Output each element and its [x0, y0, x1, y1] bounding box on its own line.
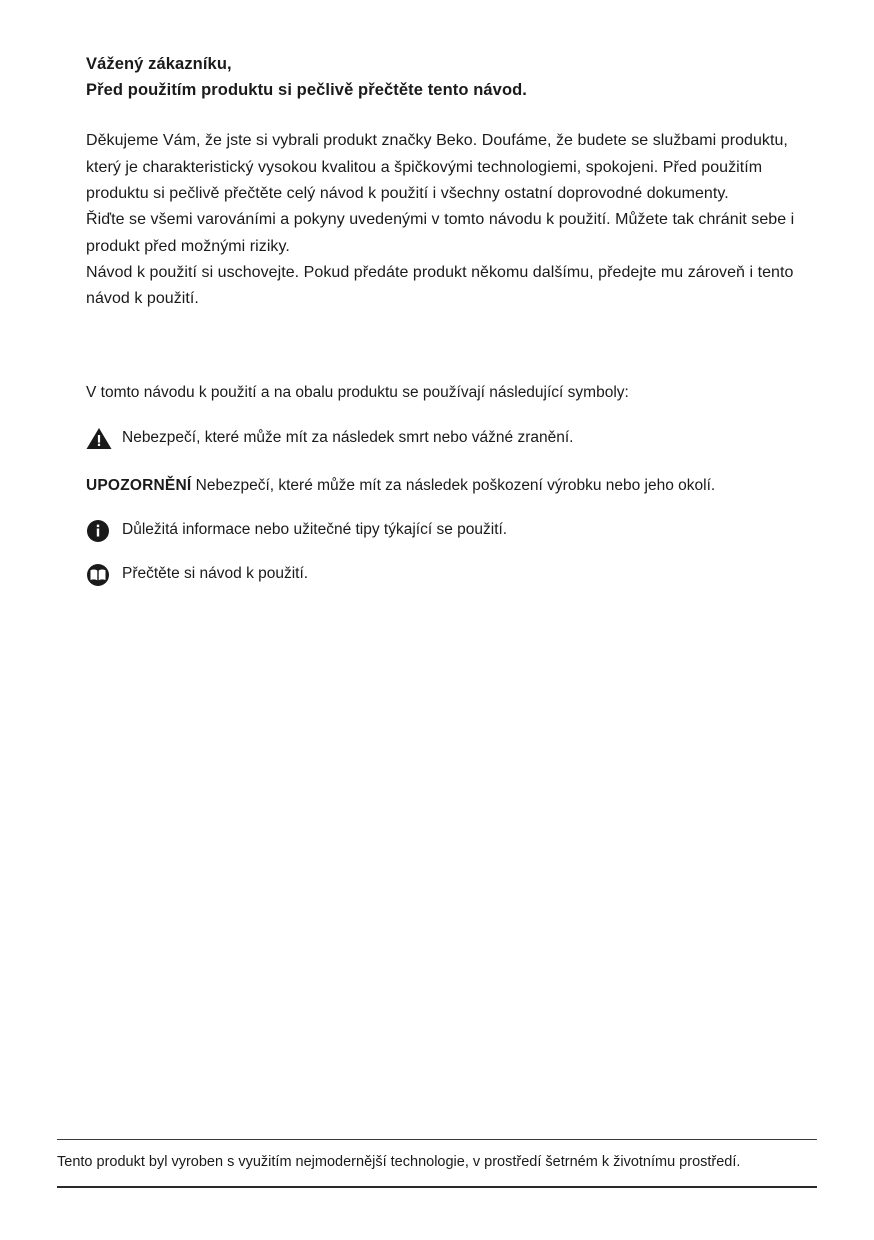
open-book-icon	[86, 563, 116, 587]
page-title-line-2: Před použitím produktu si pečlivě přečtěte tento návod.	[86, 80, 527, 99]
symbol-danger-text: Nebezpečí, které může mít za následek smrt nebo vážné zranění.	[122, 428, 574, 446]
footer-divider-top	[57, 1139, 817, 1140]
intro-paragraph-3: Návod k použití si uschovejte. Pokud předáte produkt někomu dalšímu, předejte mu zároveň i tento návod k použití.	[86, 264, 794, 308]
caution-label: UPOZORNĚNÍ	[86, 476, 192, 494]
information-circle-icon	[86, 519, 116, 543]
symbol-row-caution	[86, 474, 814, 498]
intro-paragraph-2: Řiďte se všemi varováními a pokyny uvedenými v tomto návodu k použití. Můžete tak chránit sebe i produkt před možnými riziky.	[86, 211, 795, 255]
symbol-row-information	[86, 518, 814, 542]
page-title	[86, 52, 814, 103]
symbols-lead-text: V tomto návodu k použití a na obalu produktu se používají následující symboly:	[86, 383, 629, 401]
symbol-row-danger	[86, 426, 814, 450]
symbol-read-manual-text: Přečtěte si návod k použití.	[122, 564, 309, 582]
warning-triangle-icon	[86, 427, 116, 450]
footer-note: Tento produkt byl vyroben s využitím nejmodernější technologie, v prostředí šetrném k životnímu prostředí.	[57, 1154, 741, 1170]
page-title-line-1: Vážený zákazníku,	[86, 55, 232, 73]
symbol-information-text: Důležitá informace nebo užitečné tipy týkající se použití.	[122, 520, 508, 538]
intro-block	[86, 128, 814, 313]
symbol-caution-text: Nebezpečí, které může mít za následek poškození výrobku nebo jeho okolí.	[195, 476, 716, 494]
document-content	[86, 52, 814, 586]
footer-divider-bottom	[57, 1186, 817, 1188]
intro-paragraph-1: Děkujeme Vám, že jste si vybrali produkt značky Beko. Doufáme, že budete se službami produktu, který je charakteristický vysokou kvalitou a špičkovými technologiemi, spokojeni. Před použitím produktu si pečlivě přečtěte celý návod k použití i všechny ostatní doprovodné dokumenty.	[86, 132, 788, 202]
symbol-row-read-manual	[86, 562, 814, 586]
